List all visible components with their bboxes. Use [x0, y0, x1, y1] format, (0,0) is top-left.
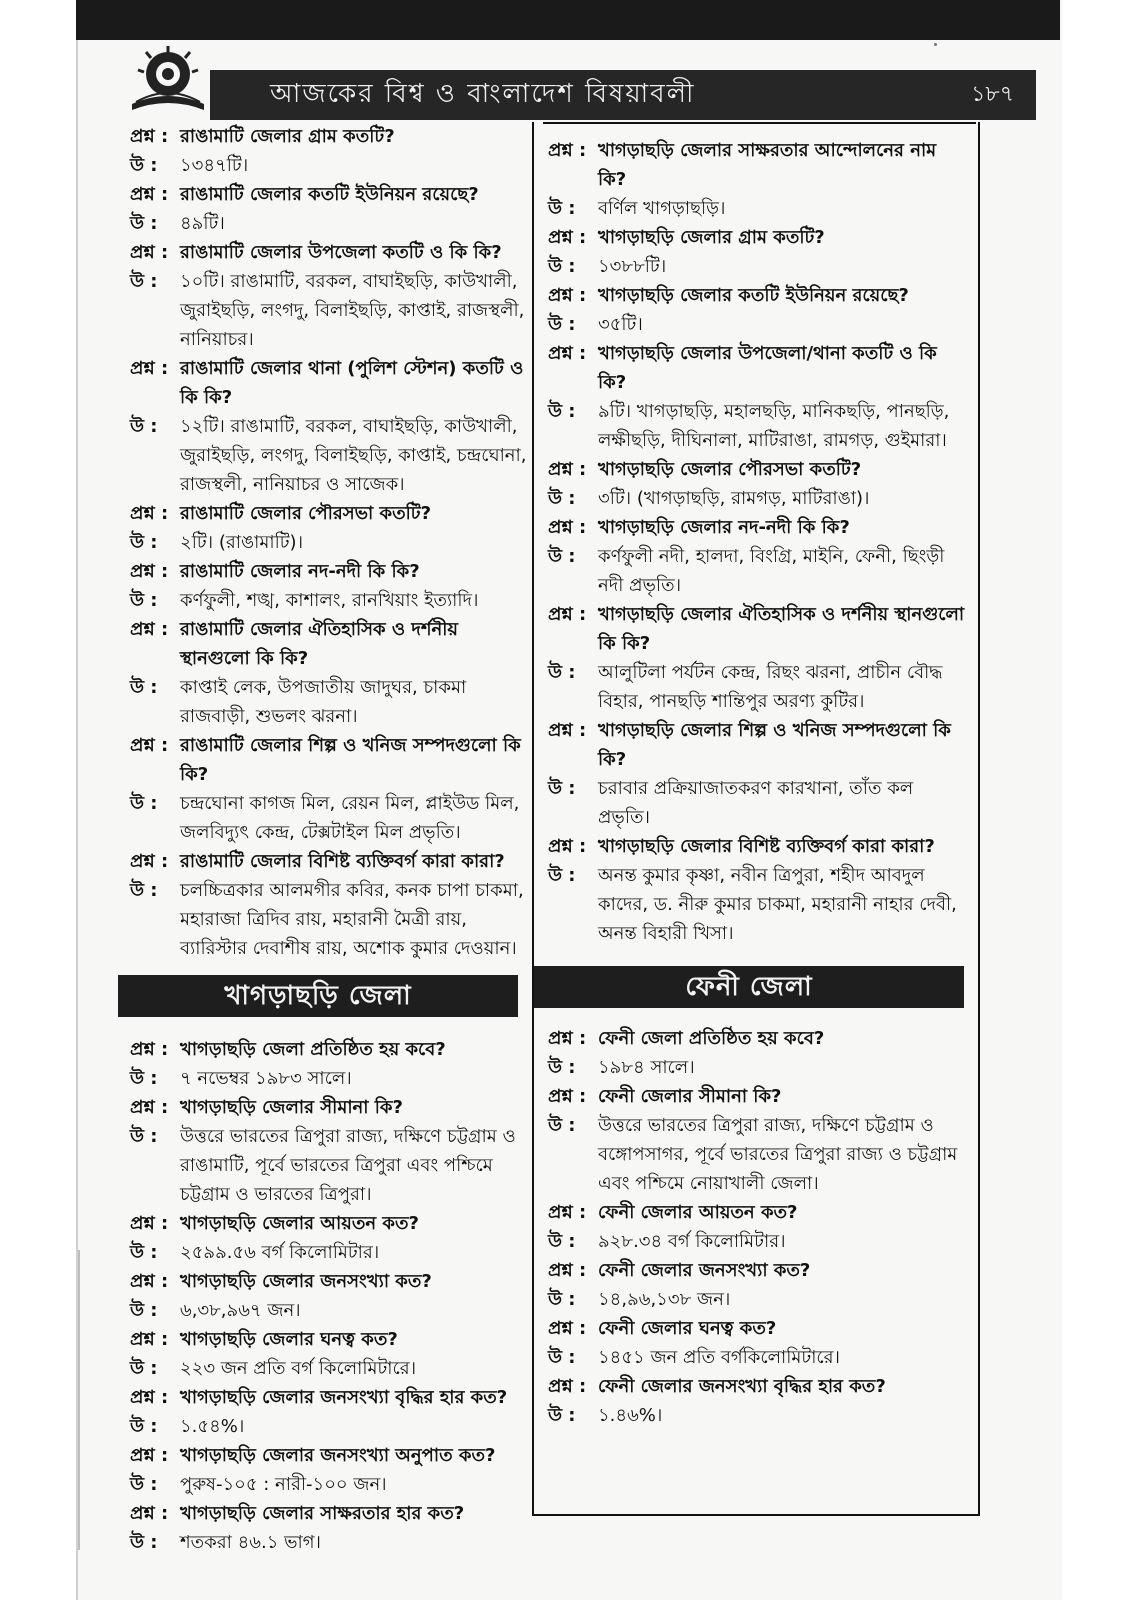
question-row: [130, 1325, 530, 1354]
answer-label: উ :: [548, 314, 576, 335]
question-text: খাগড়াছড়ি জেলার পৌরসভা কতটি?: [598, 459, 862, 480]
answer-label: উ :: [130, 590, 158, 611]
answer-label: উ :: [548, 778, 576, 799]
answer-text: পুরুষ-১০৫ : নারী-১০০ জন।: [180, 1474, 387, 1495]
left-qa-list: [118, 122, 530, 963]
question-label: প্রশ্ন :: [548, 1376, 587, 1397]
left-column: [118, 122, 530, 1553]
question-text: ফেনী জেলার আয়তন কত?: [598, 1202, 798, 1223]
answer-text: উত্তরে ভারতের ত্রিপুরা রাজ্য, দক্ষিণে চট্টগ্রাম ও রাঙামাটি, পূর্বে ভারতের ত্রিপুরা এবং পশ্চিমে চট্টগ্রাম ও ভারতের ত্রিপুরা।: [180, 1126, 516, 1205]
answer-label: উ :: [130, 532, 158, 553]
question-text: খাগড়াছড়ি জেলার জনসংখ্যা বৃদ্ধির হার কত?: [180, 1387, 508, 1408]
question-row: [548, 1314, 968, 1343]
answer-text: ৯টি। খাগড়াছড়ি, মহালছড়ি, মানিকছড়ি, পানছড়ি, লক্ষীছড়ি, দীঘিনালা, মাটিরাঙা, রামগড়, গুইমারা।: [598, 401, 950, 451]
answer-label: উ :: [548, 1289, 576, 1310]
question-text: খাগড়াছড়ি জেলার জনসংখ্যা অনুপাত কত?: [180, 1445, 496, 1466]
answer-text: ১৪,৯৬,১৩৮ জন।: [598, 1289, 731, 1310]
question-text: রাঙামাটি জেলার উপজেলা কতটি ও কি কি?: [180, 242, 502, 263]
question-row: [130, 1383, 530, 1412]
left-section-qa-list: [118, 1035, 530, 1557]
question-label: প্রশ্ন :: [130, 503, 169, 524]
question-label: প্রশ্ন :: [130, 126, 169, 147]
question-label: প্রশ্ন :: [130, 1387, 169, 1408]
answer-row: [130, 412, 530, 499]
answer-row: [548, 252, 968, 281]
answer-text: ১৩৪৭টি।: [180, 155, 249, 176]
answer-text: কাপ্তাই লেক, উপজাতীয় জাদুঘর, চাকমা রাজবাড়ী, শুভলং ঝরনা।: [180, 677, 467, 727]
answer-label: উ :: [548, 488, 576, 509]
question-text: রাঙামাটি জেলার কতটি ইউনিয়ন রয়েছে?: [180, 184, 479, 205]
question-label: প্রশ্ন :: [548, 343, 587, 364]
answer-text: ৭ নভেম্বর ১৯৮৩ সালে।: [180, 1068, 352, 1089]
question-text: রাঙামাটি জেলার ঐতিহাসিক ও দর্শনীয় স্থানগুলো কি কি?: [180, 619, 459, 669]
question-row: [130, 1499, 530, 1528]
question-text: খাগড়াছড়ি জেলার উপজেলা/থানা কতটি ও কি কি?: [598, 343, 937, 393]
question-label: প্রশ্ন :: [130, 735, 169, 756]
question-label: প্রশ্ন :: [548, 720, 587, 741]
answer-row: [130, 586, 530, 615]
answer-label: উ :: [548, 662, 576, 683]
question-row: [130, 1441, 530, 1470]
answer-row: [130, 876, 530, 963]
question-row: [130, 1267, 530, 1296]
question-text: রাঙামাটি জেলার পৌরসভা কতটি?: [180, 503, 432, 524]
question-row: [548, 1024, 968, 1053]
answer-row: [548, 310, 968, 339]
answer-label: উ :: [548, 865, 576, 886]
answer-label: উ :: [130, 155, 158, 176]
question-text: খাগড়াছড়ি জেলার বিশিষ্ট ব্যক্তিবর্গ কারা কারা?: [598, 836, 935, 857]
question-row: [548, 1372, 968, 1401]
question-row: [548, 1256, 968, 1285]
question-row: [548, 513, 968, 542]
answer-text: ৪৯টি।: [180, 213, 225, 234]
question-label: প্রশ্ন :: [130, 561, 169, 582]
question-label: প্রশ্ন :: [130, 1039, 169, 1060]
question-row: [130, 499, 530, 528]
question-text: খাগড়াছড়ি জেলার আয়তন কত?: [180, 1213, 419, 1234]
answer-row: [130, 151, 530, 180]
answer-row: [548, 1401, 968, 1430]
answer-row: [130, 673, 530, 731]
scan-top-edge: [76, 0, 1060, 40]
answer-text: ২৫৯৯.৫৬ বর্গ কিলোমিটার।: [180, 1242, 380, 1263]
answer-text: ১৩৮৮টি।: [598, 256, 667, 277]
answer-row: [548, 542, 968, 600]
answer-label: উ :: [548, 1347, 576, 1368]
question-text: ফেনী জেলা প্রতিষ্ঠিত হয় কবে?: [598, 1028, 825, 1049]
answer-row: [130, 528, 530, 557]
answer-row: [130, 1528, 530, 1557]
question-label: প্রশ্ন :: [130, 242, 169, 263]
answer-label: উ :: [130, 677, 158, 698]
question-label: প্রশ্ন :: [130, 1503, 169, 1524]
answer-label: উ :: [130, 1242, 158, 1263]
question-label: প্রশ্ন :: [130, 619, 169, 640]
answer-row: [130, 267, 530, 354]
answer-row: [130, 1122, 530, 1209]
question-row: [130, 557, 530, 586]
question-row: [130, 1035, 530, 1064]
question-text: খাগড়াছড়ি জেলার নদ-নদী কি কি?: [598, 517, 850, 538]
right-qa-list: [534, 122, 978, 948]
question-row: [548, 600, 968, 658]
answer-row: [130, 1470, 530, 1499]
question-text: খাগড়াছড়ি জেলার ঐতিহাসিক ও দর্শনীয় স্থানগুলো কি কি?: [598, 604, 965, 654]
answer-label: উ :: [130, 1300, 158, 1321]
question-label: প্রশ্ন :: [548, 517, 587, 538]
answer-row: [130, 1238, 530, 1267]
answer-text: উত্তরে ভারতের ত্রিপুরা রাজ্য, দক্ষিণে চট্টগ্রাম ও বঙ্গোপসাগর, পূর্বে ভারতের ত্রিপুরা রাজ্য ও চট্টগ্রাম এবং পশ্চিমে নোয়াখালী জেলা।: [598, 1115, 958, 1194]
answer-text: ১.৪৬%।: [598, 1405, 663, 1426]
question-text: ফেনী জেলার জনসংখ্যা কত?: [598, 1260, 811, 1281]
book-title: আজকের বিশ্ব ও বাংলাদেশ বিষয়াবলী: [270, 79, 696, 109]
answer-text: ২২৩ জন প্রতি বর্গ কিলোমিটারে।: [180, 1358, 417, 1379]
answer-label: উ :: [548, 256, 576, 277]
answer-text: শতকরা ৪৬.১ ভাগ।: [180, 1532, 321, 1553]
question-row: [548, 1082, 968, 1111]
answer-label: উ :: [130, 1358, 158, 1379]
answer-label: উ :: [548, 401, 576, 422]
question-label: প্রশ্ন :: [548, 1028, 587, 1049]
question-label: প্রশ্ন :: [130, 1445, 169, 1466]
answer-label: উ :: [548, 546, 576, 567]
question-text: খাগড়াছড়ি জেলার সীমানা কি?: [180, 1097, 403, 1118]
answer-text: চলচ্চিত্রকার আলমগীর কবির, কনক চাপা চাকমা, মহারাজা ত্রিদিব রায়, মহারানী মৈত্রী রায়, ব্যারিস্টার দেবাশীষ রায়, অশোক কুমার দেওয়ান।: [180, 880, 524, 959]
question-text: রাঙামাটি জেলার বিশিষ্ট ব্যক্তিবর্গ কারা কারা?: [180, 851, 505, 872]
question-text: ফেনী জেলার ঘনত্ব কত?: [598, 1318, 777, 1339]
scan-speck: [934, 43, 937, 46]
question-text: রাঙামাটি জেলার গ্রাম কতটি?: [180, 126, 395, 147]
question-label: প্রশ্ন :: [548, 1202, 587, 1223]
answer-text: ৯২৮.৩৪ বর্গ কিলোমিটার।: [598, 1231, 786, 1252]
answer-text: ১৪৫১ জন প্রতি বর্গকিলোমিটারে।: [598, 1347, 840, 1368]
answer-row: [130, 1064, 530, 1093]
answer-row: [130, 789, 530, 847]
question-row: [130, 1093, 530, 1122]
question-label: প্রশ্ন :: [548, 1086, 587, 1107]
answer-text: কর্ণফুলী, শঙ্খ, কাশালং, রানখিয়াং ইত্যাদি।: [180, 590, 479, 611]
answer-row: [548, 1053, 968, 1082]
answer-label: উ :: [130, 271, 158, 292]
answer-text: আলুটিলা পর্যটন কেন্দ্র, রিছং ঝরনা, প্রাচীন বৌদ্ধ বিহার, পানছড়ি শান্তিপুর অরণ্য কুটির।: [598, 662, 943, 712]
question-text: খাগড়াছড়ি জেলার জনসংখ্যা কত?: [180, 1271, 432, 1292]
question-text: রাঙামাটি জেলার থানা (পুলিশ স্টেশন) কতটি ও কি কি?: [180, 358, 524, 408]
question-row: [130, 354, 530, 412]
answer-text: চন্দ্রঘোনা কাগজ মিল, রেয়ন মিল, প্লাইউড মিল, জলবিদ্যুৎ কেন্দ্র, টেক্সটাইল মিল প্রভৃতি।: [180, 793, 520, 843]
answer-row: [130, 1412, 530, 1441]
question-label: প্রশ্ন :: [548, 459, 587, 480]
question-label: প্রশ্ন :: [130, 1097, 169, 1118]
answer-row: [130, 209, 530, 238]
answer-row: [548, 397, 968, 455]
answer-row: [548, 484, 968, 513]
answer-row: [548, 1285, 968, 1314]
answer-label: উ :: [130, 213, 158, 234]
question-text: রাঙামাটি জেলার শিল্প ও খনিজ সম্পদগুলো কি কি?: [180, 735, 521, 785]
page-edge-line: [78, 1250, 80, 1550]
answer-text: ১২টি। রাঙামাটি, বরকল, বাঘাইছড়ি, কাউখালী, জুরাইছড়ি, লংগদু, বিলাইছড়ি, কাপ্তাই, চন্দ্রঘোনা, রাজস্থলী, নানিয়াচর ও সাজেক।: [180, 416, 527, 495]
question-row: [548, 136, 968, 194]
question-text: খাগড়াছড়ি জেলার গ্রাম কতটি?: [598, 227, 825, 248]
answer-text: ৩টি। (খাগড়াছড়ি, রামগড়, মাটিরাঙা)।: [598, 488, 870, 509]
book-emblem-icon: [128, 44, 208, 116]
question-label: প্রশ্ন :: [548, 227, 587, 248]
question-row: [548, 223, 968, 252]
answer-row: [548, 1111, 968, 1198]
answer-label: উ :: [548, 198, 576, 219]
answer-text: ১৯৮৪ সালে।: [598, 1057, 695, 1078]
question-row: [130, 1209, 530, 1238]
question-text: রাঙামাটি জেলার নদ-নদী কি কি?: [180, 561, 420, 582]
right-column: [532, 122, 980, 1516]
question-text: খাগড়াছড়ি জেলার শিল্প ও খনিজ সম্পদগুলো কি কি?: [598, 720, 951, 770]
question-text: খাগড়াছড়ি জেলার ঘনত্ব কত?: [180, 1329, 398, 1350]
question-row: [130, 615, 530, 673]
question-text: ফেনী জেলার জনসংখ্যা বৃদ্ধির হার কত?: [598, 1376, 886, 1397]
answer-row: [548, 774, 968, 832]
question-label: প্রশ্ন :: [130, 1271, 169, 1292]
question-row: [130, 731, 530, 789]
question-label: প্রশ্ন :: [130, 358, 169, 379]
answer-text: ২টি। (রাঙামাটি)।: [180, 532, 304, 553]
question-row: [130, 180, 530, 209]
question-label: প্রশ্ন :: [130, 851, 169, 872]
question-label: প্রশ্ন :: [130, 184, 169, 205]
answer-label: উ :: [130, 1416, 158, 1437]
question-text: খাগড়াছড়ি জেলার কতটি ইউনিয়ন রয়েছে?: [598, 285, 909, 306]
question-label: প্রশ্ন :: [548, 140, 587, 161]
question-label: প্রশ্ন :: [130, 1213, 169, 1234]
answer-text: চরাবার প্রক্রিয়াজাতকরণ কারখানা, তাঁত কল প্রভৃতি।: [598, 778, 914, 828]
right-section-qa-list: [534, 1024, 978, 1430]
question-row: [548, 1198, 968, 1227]
answer-text: কর্ণফুলী নদী, হালদা, বিংগ্রি, মাইনি, ফেনী, ছিংড়ী নদী প্রভৃতি।: [598, 546, 945, 596]
answer-text: অনন্ত কুমার কৃষ্ণা, নবীন ত্রিপুরা, শহীদ আবদুল কাদের, ড. নীরু কুমার চাকমা, মহারানী নাহার দেবী, অনন্ত বিহারী খিসা।: [598, 865, 957, 944]
question-label: প্রশ্ন :: [548, 1260, 587, 1281]
question-row: [548, 716, 968, 774]
answer-label: উ :: [548, 1057, 576, 1078]
question-text: খাগড়াছড়ি জেলার সাক্ষরতার আন্দোলনের নাম কি?: [598, 140, 937, 190]
page-number: ১৮৭: [971, 81, 1014, 107]
header-bar: [210, 70, 1036, 120]
answer-label: উ :: [130, 793, 158, 814]
answer-row: [130, 1296, 530, 1325]
answer-row: [548, 861, 968, 948]
answer-text: ৬,৩৮,৯৬৭ জন।: [180, 1300, 301, 1321]
answer-label: উ :: [130, 1068, 158, 1089]
answer-row: [548, 1343, 968, 1372]
answer-row: [548, 194, 968, 223]
answer-label: উ :: [548, 1405, 576, 1426]
question-label: প্রশ্ন :: [130, 1329, 169, 1350]
question-label: প্রশ্ন :: [548, 604, 587, 625]
answer-text: ১০টি। রাঙামাটি, বরকল, বাঘাইছড়ি, কাউখালী, জুরাইছড়ি, লংগদু, বিলাইছড়ি, কাপ্তাই, রাজস্থলী, নানিয়াচর।: [180, 271, 525, 350]
section-heading-khagrachari: খাগড়াছড়ি জেলা: [118, 975, 518, 1017]
question-text: ফেনী জেলার সীমানা কি?: [598, 1086, 782, 1107]
question-row: [548, 832, 968, 861]
answer-row: [548, 1227, 968, 1256]
answer-label: উ :: [548, 1231, 576, 1252]
answer-label: উ :: [130, 1474, 158, 1495]
answer-label: উ :: [130, 1126, 158, 1147]
question-row: [548, 281, 968, 310]
question-row: [548, 339, 968, 397]
question-label: প্রশ্ন :: [548, 1318, 587, 1339]
answer-label: উ :: [130, 416, 158, 437]
question-text: খাগড়াছড়ি জেলার সাক্ষরতার হার কত?: [180, 1503, 465, 1524]
answer-row: [548, 658, 968, 716]
question-row: [548, 455, 968, 484]
question-row: [130, 847, 530, 876]
question-row: [130, 122, 530, 151]
answer-text: ৩৫টি।: [598, 314, 643, 335]
answer-text: বর্ণিল খাগড়াছড়ি।: [598, 198, 726, 219]
section-heading-feni: ফেনী জেলা: [534, 966, 964, 1008]
question-label: প্রশ্ন :: [548, 285, 587, 306]
question-label: প্রশ্ন :: [548, 836, 587, 857]
answer-label: উ :: [548, 1115, 576, 1136]
answer-text: ১.৫৪%।: [180, 1416, 245, 1437]
answer-row: [130, 1354, 530, 1383]
answer-label: উ :: [130, 880, 158, 901]
question-text: খাগড়াছড়ি জেলা প্রতিষ্ঠিত হয় কবে?: [180, 1039, 446, 1060]
question-row: [130, 238, 530, 267]
answer-label: উ :: [130, 1532, 158, 1553]
